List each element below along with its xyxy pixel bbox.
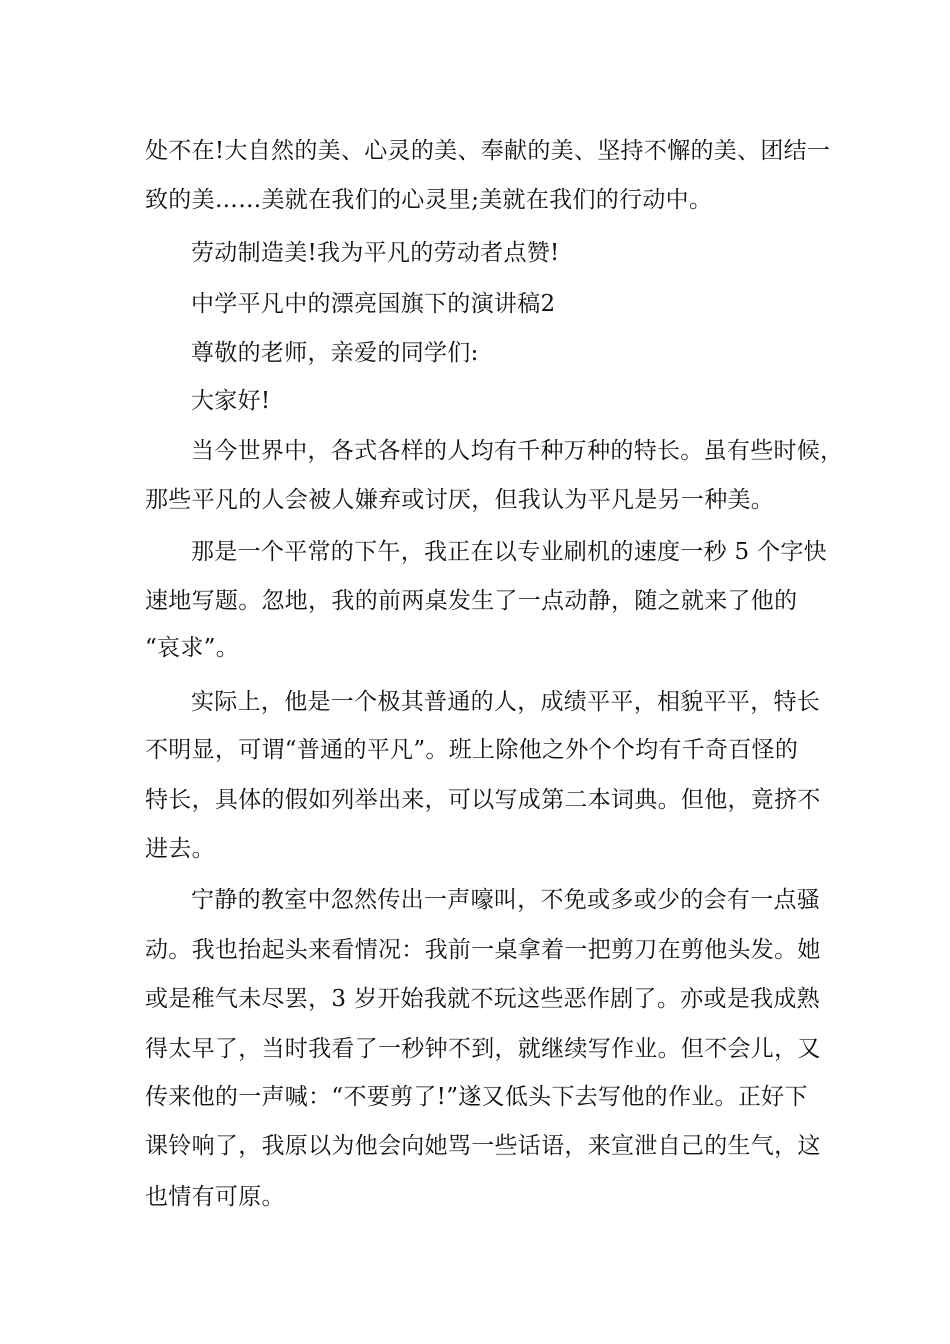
text-line: 传来他的一声喊：“不要剪了!”遂又低头下去写他的作业。正好下 <box>145 1084 808 1110</box>
text-line: 那是一个平常的下午，我正在以专业刷机的速度一秒 5 个字快 <box>191 539 827 565</box>
text-line: 实际上，他是一个极其普通的人，成绩平平，相貌平平，特长 <box>191 689 821 715</box>
text-line: 中学平凡中的漂亮国旗下的演讲稿2 <box>191 291 556 317</box>
text-line: 致的美……美就在我们的心灵里;美就在我们的行动中。 <box>145 187 713 213</box>
text-line: 特长，具体的假如列举出来，可以写成第二本词典。但他，竟挤不 <box>145 787 821 813</box>
text-line: 那些平凡的人会被人嫌弃或讨厌，但我认为平凡是另一种美。 <box>145 487 775 513</box>
text-line: 动。我也抬起头来看情况：我前一桌拿着一把剪刀在剪他头发。她 <box>145 937 821 963</box>
text-line: 尊敬的老师，亲爱的同学们: <box>191 340 479 366</box>
text-line: 处不在!大自然的美、心灵的美、奉献的美、坚持不懈的美、团结一 <box>145 138 831 164</box>
text-line: 速地写题。忽地，我的前两桌发生了一点动静，随之就来了他的 <box>145 588 798 614</box>
text-line: 不明显，可谓“普通的平凡”。班上除他之外个个均有千奇百怪的 <box>145 737 799 763</box>
text-line: 也情有可原。 <box>145 1184 285 1210</box>
text-line: 劳动制造美!我为平凡的劳动者点赞! <box>191 240 560 266</box>
text-line: 课铃响了，我原以为他会向她骂一些话语，来宣泄自己的生气，这 <box>145 1133 821 1159</box>
text-line: 宁静的教室中忽然传出一声嚎叫，不免或多或少的会有一点骚 <box>191 887 821 913</box>
text-line: 当今世界中，各式各样的人均有千种万种的特长。虽有些时候， <box>191 438 844 464</box>
text-line: 或是稚气未尽罢，3 岁开始我就不玩这些恶作剧了。亦或是我成熟 <box>145 986 820 1012</box>
text-line: 大家好! <box>191 388 271 414</box>
text-line: “哀求”。 <box>145 635 240 661</box>
text-line: 进去。 <box>145 836 215 862</box>
text-line: 得太早了，当时我看了一秒钟不到，就继续写作业。但不会儿，又 <box>145 1036 821 1062</box>
